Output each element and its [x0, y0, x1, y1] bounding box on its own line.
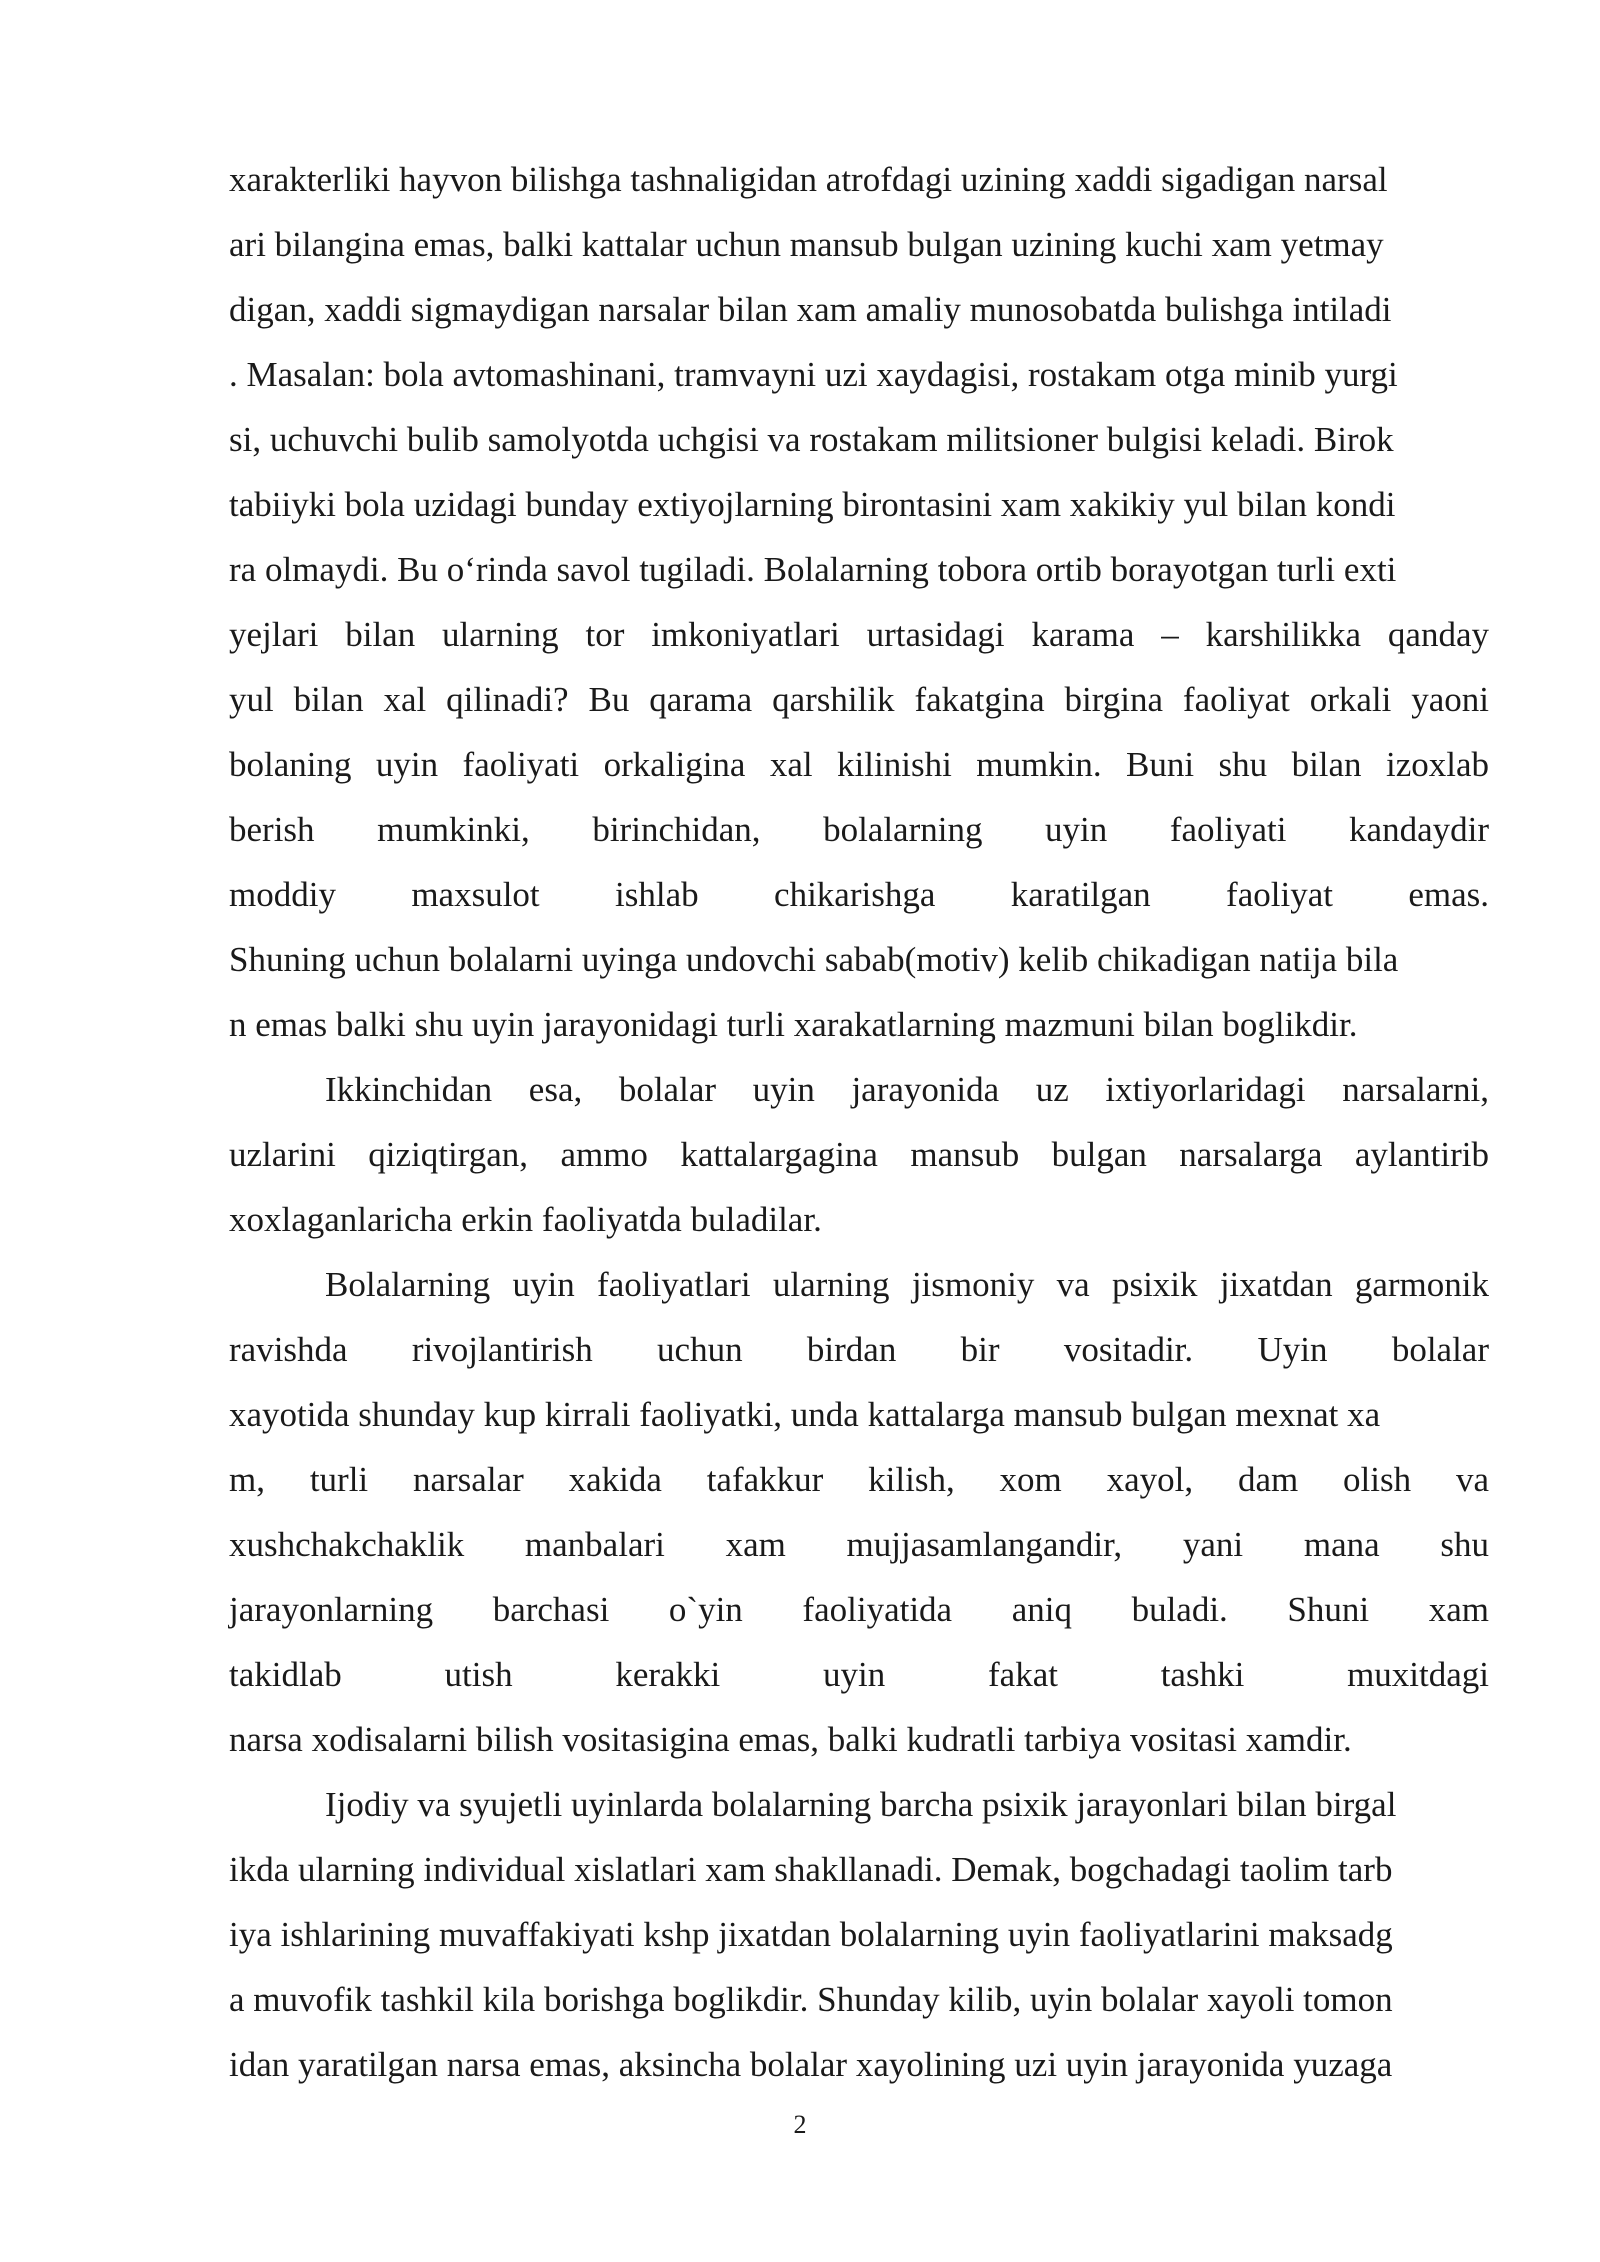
body-text [229, 147, 1489, 2097]
text-line: xarakterliki hayvon bilishga tashnaligidan atrofdagi uzining xaddi sigadigan narsal [229, 160, 1388, 199]
text-line: xayotida shunday kup kirrali faoliyatki, unda kattalarga mansub bulgan mexnat xa [229, 1395, 1381, 1434]
text-line: jarayonlarning barchasi o`yin faoliyatida aniq buladi. Shuni xam [229, 1590, 1489, 1629]
text-line: yul bilan xal qilinadi? Bu qarama qarshilik fakatgina birgina faoliyat orkali yaoni [229, 680, 1489, 719]
text-line: uzlarini qiziqtirgan, ammo kattalargagina mansub bulgan narsalarga aylantirib [229, 1135, 1489, 1174]
text-line: ravishda rivojlantirish uchun birdan bir vositadir. Uyin bolalar [229, 1330, 1489, 1369]
text-line: narsa xodisalarni bilish vositasigina emas, balki kudratli tarbiya vositasi xamdir. [229, 1720, 1352, 1759]
text-line: Shuning uchun bolalarni uyinga undovchi sabab(motiv) kelib chikadigan natija bila [229, 940, 1399, 979]
text-line: Bolalarning uyin faoliyatlari ularning jismoniy va psixik jixatdan garmonik [325, 1265, 1489, 1304]
text-line: m, turli narsalar xakida tafakkur kilish, xom xayol, dam olish va [229, 1460, 1489, 1499]
text-line: a muvofik tashkil kila borishga boglikdir. Shunday kilib, uyin bolalar xayoli tomon [229, 1980, 1393, 2019]
text-line: . Masalan: bola avtomashinani, tramvayni uzi xaydagisi, rostakam otga minib yurgi [229, 355, 1398, 394]
text-line: tabiiyki bola uzidagi bunday extiyojlarning birontasini xam xakikiy yul bilan kondi [229, 485, 1396, 524]
text-line: takidlab utish kerakki uyin fakat tashki muxitdagi [229, 1655, 1489, 1694]
text-line: bolaning uyin faoliyati orkaligina xal kilinishi mumkin. Buni shu bilan izoxlab [229, 745, 1489, 784]
text-line: ari bilangina emas, balki kattalar uchun mansub bulgan uzining kuchi xam yetmay [229, 225, 1384, 264]
text-line: ra olmaydi. Bu o‘rinda savol tugiladi. Bolalarning tobora ortib borayotgan turli exti [229, 550, 1397, 589]
text-line: Ikkinchidan esa, bolalar uyin jarayonida uz ixtiyorlaridagi narsalarni, [325, 1070, 1489, 1109]
text-line: idan yaratilgan narsa emas, aksincha bolalar xayolining uzi uyin jarayonida yuzaga [229, 2045, 1393, 2084]
text-line: xushchakchaklik manbalari xam mujjasamlangandir, yani mana shu [229, 1525, 1489, 1564]
text-line: iya ishlarining muvaffakiyati kshp jixatdan bolalarning uyin faoliyatlarini maksadg [229, 1915, 1393, 1954]
text-line: digan, xaddi sigmaydigan narsalar bilan xam amaliy munosobatda bulishga intiladi [229, 290, 1392, 329]
text-line: Ijodiy va syujetli uyinlarda bolalarning barcha psixik jarayonlari bilan birgal [325, 1785, 1397, 1824]
text-line: n emas balki shu uyin jarayonidagi turli xarakatlarning mazmuni bilan boglikdir. [229, 1005, 1358, 1044]
text-line: si, uchuvchi bulib samolyotda uchgisi va rostakam militsioner bulgisi keladi. Birok [229, 420, 1394, 459]
text-line: berish mumkinki, birinchidan, bolalarning uyin faoliyati kandaydir [229, 810, 1489, 849]
text-line: ikda ularning individual xislatlari xam shakllanadi. Demak, bogchadagi taolim tarb [229, 1850, 1393, 1889]
page-number: 2 [793, 2110, 807, 2139]
text-line: xoxlaganlaricha erkin faoliyatda buladilar. [229, 1200, 822, 1239]
text-line: moddiy maxsulot ishlab chikarishga karatilgan faoliyat emas. [229, 875, 1489, 914]
text-line: yejlari bilan ularning tor imkoniyatlari urtasidagi karama – karshilikka qanday [229, 615, 1489, 654]
